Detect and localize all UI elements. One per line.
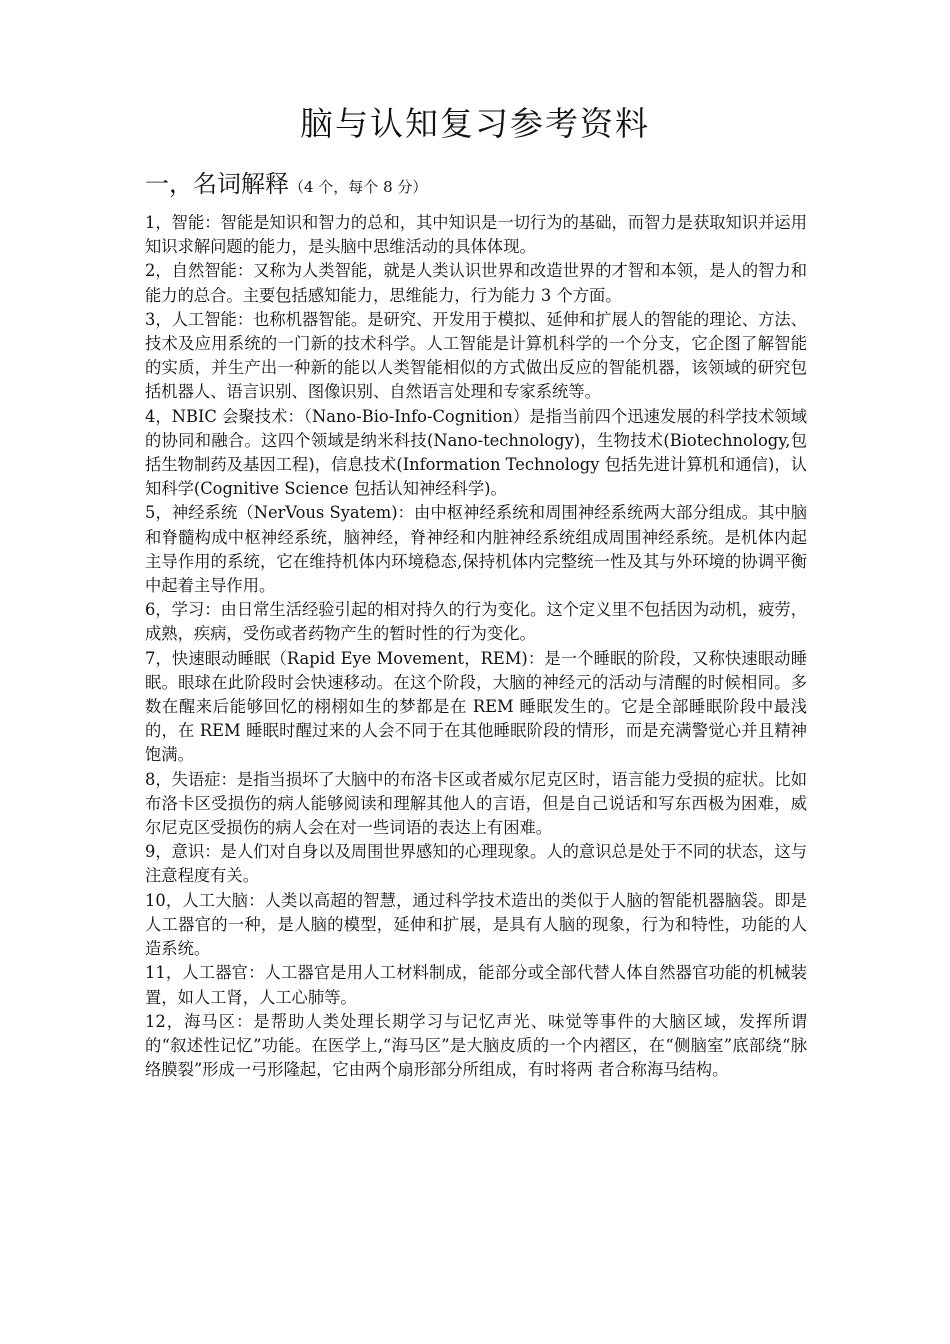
section-heading-note: （4 个，每个 8 分）	[289, 178, 428, 196]
definition-entry-natural-intelligence: 2，自然智能：又称为人类智能，就是人类认识世界和改造世界的才智和本领，是人的智力和能力的总合。主要包括感知能力，思维能力，行为能力 3 个方面。	[145, 261, 807, 305]
definition-entry-hippocampus: 12，海马区：是帮助人类处理长期学习与记忆声光、味觉等事件的大脑区域，发挥所谓的“叙述性记忆”功能。在医学上,“海马区”是大脑皮质的一个内褶区，在“侧脑室”底部绕“脉络膜裂”形成一弓形隆起，它由两个扇形部分所组成，有时将两 者合称海马结构。	[145, 1011, 807, 1080]
section-heading-text: 一，名词解释	[145, 170, 289, 198]
definition-entry-intelligence: 1，智能：智能是知识和智力的总和，其中知识是一切行为的基础，而智力是获取知识并运用知识求解问题的能力，是头脑中思维活动的具体体现。	[145, 213, 807, 257]
section-heading	[145, 164, 825, 207]
definition-entry-rem-sleep: 7，快速眼动睡眠（Rapid Eye Movement，REM)：是一个睡眠的阶段，又称快速眼动睡眠。眼球在此阶段时会快速移动。在这个阶段，大脑的神经元的活动与清醒的时候相同。多数在醒来后能够回忆的栩栩如生的梦都是在 REM 睡眠发生的。它是全部睡眠阶段中最浅的，在 REM 睡眠时醒过来的人会不同于在其他睡眠阶段的情形，而是充满警觉心并且精神饱满。	[145, 648, 807, 765]
definition-entry-consciousness: 9，意识：是人们对自身以及周围世界感知的心理现象。人的意识总是处于不同的状态，这与注意程度有关。	[145, 842, 807, 886]
definition-entry-nbic: 4，NBIC 会聚技术：（Nano-Bio-Info-Cognition）是指当前四个迅速发展的科学技术领域的协同和融合。这四个领域是纳米科技(Nano-technology)，生物技术(Biotechnology,包括生物制药及基因工程)，信息技术(Information Technology 包括先进计算机和通信)，认知科学(Cognitive Science 包括认知神经科学)。	[145, 406, 807, 499]
definition-entry-learning: 6，学习：由日常生活经验引起的相对持久的行为变化。这个定义里不包括因为动机，疲劳，成熟，疾病，受伤或者药物产生的暂时性的行为变化。	[145, 600, 807, 644]
document-title: 脑与认知复习参考资料	[300, 104, 650, 143]
definition-entry-nervous-system: 5，神经系统（NerVous Syatem)：由中枢神经系统和周围神经系统两大部分组成。其中脑和脊髓构成中枢神经系统，脑神经，脊神经和内脏神经系统组成周围神经系统。是机体内起主导作用的系统，它在维持机体内环境稳态,保持机体内完整统一性及其与外环境的协调平衡中起着主导作用。	[145, 503, 807, 596]
definition-entry-aphasia: 8，失语症：是指当损坏了大脑中的布洛卡区或者威尔尼克区时，语言能力受损的症状。比如布洛卡区受损伤的病人能够阅读和理解其他人的言语，但是自己说话和写东西极为困难，威尔尼克区受损伤的病人会在对一些词语的表达上有困难。	[145, 769, 807, 838]
definition-entry-artificial-intelligence: 3，人工智能：也称机器智能。是研究、开发用于模拟、延伸和扩展人的智能的理论、方法、技术及应用系统的一门新的技术科学。人工智能是计算机科学的一个分支，它企图了解智能的实质，并生产出一种新的能以人类智能相似的方式做出反应的智能机器，该领域的研究包括机器人、语言识别、图像识别、自然语言处理和专家系统等。	[145, 309, 807, 402]
definition-entry-artificial-brain: 10，人工大脑：人类以高超的智慧，通过科学技术造出的类似于人脑的智能机器脑袋。即是人工器官的一种，是人脑的模型，延伸和扩展，是具有人脑的现象，行为和特性，功能的人造系统。	[145, 890, 807, 959]
definition-entry-artificial-organ: 11，人工器官：人工器官是用人工材料制成，能部分或全部代替人体自然器官功能的机械装置，如人工肾，人工心肺等。	[145, 963, 807, 1007]
definition-list	[145, 211, 807, 1082]
